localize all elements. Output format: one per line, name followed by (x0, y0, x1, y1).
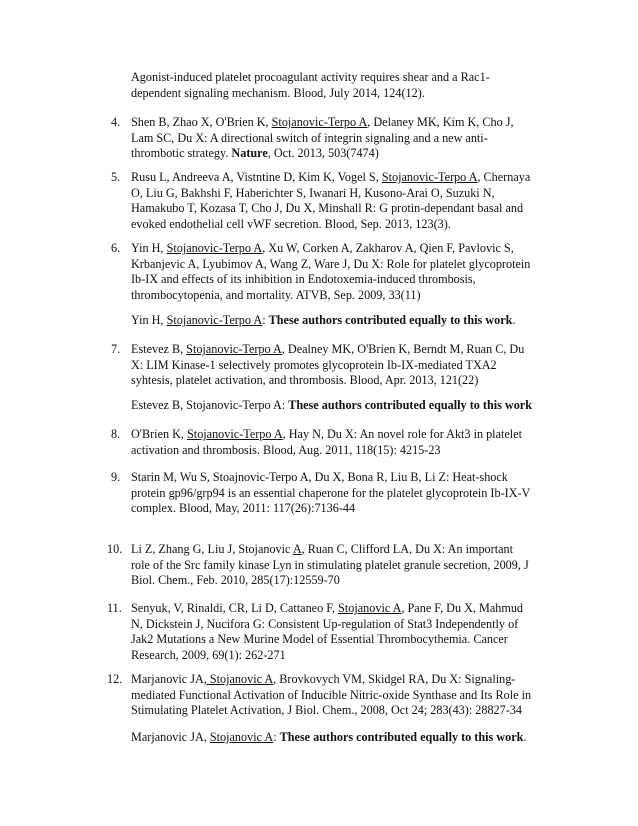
equal-contribution-note-12 (131, 730, 561, 746)
citation-text: , Dealney MK, O'Brien K, Berndt M, Ruan C, Du (281, 342, 525, 356)
bold-text: These authors contributed equally to this work (288, 398, 532, 412)
reference-number: 9. (111, 470, 121, 484)
citation-text: Ib-IX and effects of its inhibition in Endotoxemia-induced thrombosis, (131, 272, 476, 287)
reference-line (131, 115, 561, 131)
citation-text: Krbanjevic A, Lyubimov A, Wang Z, Ware J, Du X: Role for platelet glycoprotein (131, 256, 531, 271)
equal-contribution-note-6 (131, 313, 561, 329)
citation-text: Estevez B, (131, 342, 187, 356)
citation-text: Yin H, (131, 313, 167, 327)
reference-number: 11. (107, 601, 122, 615)
author-name-underlined: Stojanovic-Terpo A (271, 115, 368, 129)
reference-line (131, 688, 561, 704)
reference-line (131, 648, 561, 664)
reference-line (131, 501, 561, 517)
reference-continuation (131, 70, 561, 101)
reference-line (131, 486, 561, 502)
citation-text: , Brovkovych VM, Skidgel RA, Du X: Signaling- (273, 672, 516, 686)
reference-line (131, 241, 561, 257)
citation-text: Senyuk, V, Rinaldi, CR, Li D, Cattaneo F, (131, 601, 339, 615)
citation-text: . (512, 313, 516, 327)
reference-line (131, 217, 561, 233)
citation-text: : (262, 313, 269, 327)
reference-line (131, 573, 561, 589)
bold-text: Nature (231, 146, 268, 161)
citation-text: , Hay N, Du X: An novel role for Akt3 in platelet (282, 427, 522, 441)
reference-line (131, 358, 561, 374)
author-name-underlined: Stojanovic-Terpo A (186, 342, 282, 356)
citation-text: evoked endothelial cell vWF secretion. Blood, Sep. 2013, 123(3). (131, 216, 451, 231)
citation-text: Agonist-induced platelet procoagulant activity requires shear and a Rac1- (131, 70, 490, 84)
citation-text: , Xu W, Corken A, Zakharov A, Qien F, Pavlovic S, (262, 241, 514, 255)
author-name-underlined: Stojanovic A (209, 730, 274, 744)
citation-text: thrombotic strategy. (131, 146, 232, 161)
citation-text: dependent signaling mechanism. Blood, July 2014, 124(12). (131, 85, 425, 100)
citation-text: Yin H, (131, 241, 167, 255)
reference-line (131, 70, 561, 86)
citation-text: , Oct. 2013, 503(7474) (267, 146, 379, 161)
reference-number: 8. (111, 427, 121, 441)
reference-line (131, 601, 561, 617)
reference-line (131, 186, 561, 202)
reference-6 (111, 241, 561, 303)
author-name-underlined: Stojanovic-Terpo A (381, 170, 478, 184)
reference-line (131, 542, 561, 558)
reference-line (131, 632, 561, 648)
reference-7 (111, 342, 561, 389)
reference-number: 4. (111, 115, 121, 129)
author-name-underlined: , Stojanovic A (203, 672, 274, 686)
reference-line (131, 672, 561, 688)
citation-text: Lam SC, Du X: A directional switch of integrin signaling and a new anti- (131, 130, 488, 145)
citation-text: N, Dickstein J, Nucifora G: Consistent Up-regulation of Stat3 Independently of (131, 616, 519, 631)
citation-text: protein gp96/grp94 is an essential chaperone for the platelet glycoprotein Ib-IX-V (131, 485, 531, 500)
citation-text: : (273, 730, 280, 744)
author-name-underlined: Stojanovic-Terpo A (187, 427, 283, 441)
reference-line (131, 703, 561, 719)
citation-text: complex. Blood, May, 2011: 117(26):7136-44 (131, 501, 356, 516)
reference-line (131, 146, 561, 162)
reference-line (131, 313, 561, 329)
citation-text: O, Liu G, Bakhshi F, Haberichter S, Iwanari H, Kusono-Arai O, Suzuki N, (131, 185, 495, 200)
citation-text: O'Brien K, (131, 427, 188, 441)
author-name-underlined: Stojanovic-Terpo A (166, 313, 263, 327)
citation-text: Marjanovic JA, (131, 730, 210, 744)
citation-text: syhtesis, platelet activation, and thrombosis. Blood, Apr. 2013, 121(22) (131, 373, 479, 388)
author-name-underlined: Stojanovic-Terpo A (166, 241, 263, 255)
citation-text: Jak2 Mutations a New Murine Model of Essential Thrombocythemia. Cancer (131, 632, 508, 647)
reference-line (131, 443, 561, 459)
citation-text: Research, 2009, 69(1): 262-271 (131, 647, 286, 662)
reference-number: 10. (107, 542, 123, 556)
citation-text: Stimulating Platelet Activation, J Biol. Chem., 2008, Oct 24; 283(43): 28827-34 (131, 703, 522, 718)
author-name-underlined: A (292, 542, 302, 556)
citation-text: Marjanovic JA (131, 672, 204, 686)
citation-text: X: LIM Kinase-1 selectively promotes glycoprotein Ib-IX-mediated TXA2 (131, 357, 497, 372)
reference-line (131, 131, 561, 147)
citation-text: Biol. Chem., Feb. 2010, 285(17):12559-70 (131, 573, 340, 588)
bold-text: These authors contributed equally to this work (279, 730, 524, 744)
reference-line (131, 170, 561, 186)
reference-line (131, 470, 561, 486)
reference-line (131, 398, 561, 414)
citation-text: Starin M, Wu S, Stoajnovic-Terpo A, Du X, Bona R, Liu B, Li Z: Heat-shock (131, 470, 508, 484)
reference-line (131, 558, 561, 574)
reference-line (131, 201, 561, 217)
reference-8 (111, 427, 561, 458)
reference-number: 5. (111, 170, 121, 184)
reference-line (131, 342, 561, 358)
citation-text: Rusu L, Andreeva A, Vistntine D, Kim K, Vogel S, (131, 170, 382, 184)
citation-text: , Chernaya (477, 170, 531, 184)
citation-text: , Ruan C, Clifford LA, Du X: An important (301, 542, 513, 556)
citation-text: mediated Functional Activation of Inducible Nitric-oxide Synthase and Its Role in (131, 687, 532, 702)
citation-text: thrombocytopenia, and mortality. ATVB, Sep. 2009, 33(11) (131, 287, 421, 302)
reference-11 (107, 601, 561, 663)
citation-text: , Delaney MK, Kim K, Cho J, (367, 115, 514, 129)
reference-line (131, 257, 561, 273)
citation-text: , Pane F, Du X, Mahmud (401, 601, 524, 615)
citation-text: role of the Src family kinase Lyn in stimulating platelet granule secretion, 2009, J (131, 557, 529, 572)
equal-contribution-note-7 (131, 398, 561, 414)
citation-text: Estevez B, Stojanovic-Terpo A: (131, 398, 289, 412)
reference-10 (107, 542, 561, 589)
citation-text: Hamakubo T, Kozasa T, Cho J, Du X, Minshall R: G protin-dependant basal and (131, 201, 524, 216)
reference-line (131, 427, 561, 443)
reference-number: 7. (111, 342, 121, 356)
reference-line (131, 86, 561, 102)
reference-line (131, 617, 561, 633)
reference-9 (111, 470, 561, 517)
bold-text: These authors contributed equally to this work (268, 313, 513, 327)
citation-text: Li Z, Zhang G, Liu J, Stojanovic (131, 542, 293, 556)
reference-4 (111, 115, 561, 162)
citation-text: . (523, 730, 527, 744)
reference-line (131, 730, 561, 746)
citation-text: activation and thrombosis. Blood, Aug. 2011, 118(15): 4215-23 (131, 442, 441, 457)
reference-line (131, 288, 561, 304)
citation-text: Shen B, Zhao X, O'Brien K, (131, 115, 272, 129)
reference-number: 6. (111, 241, 121, 255)
reference-line (131, 373, 561, 389)
reference-5 (111, 170, 561, 232)
reference-number: 12. (107, 672, 123, 686)
reference-line (131, 272, 561, 288)
reference-12 (107, 672, 561, 719)
author-name-underlined: Stojanovic A (338, 601, 402, 615)
